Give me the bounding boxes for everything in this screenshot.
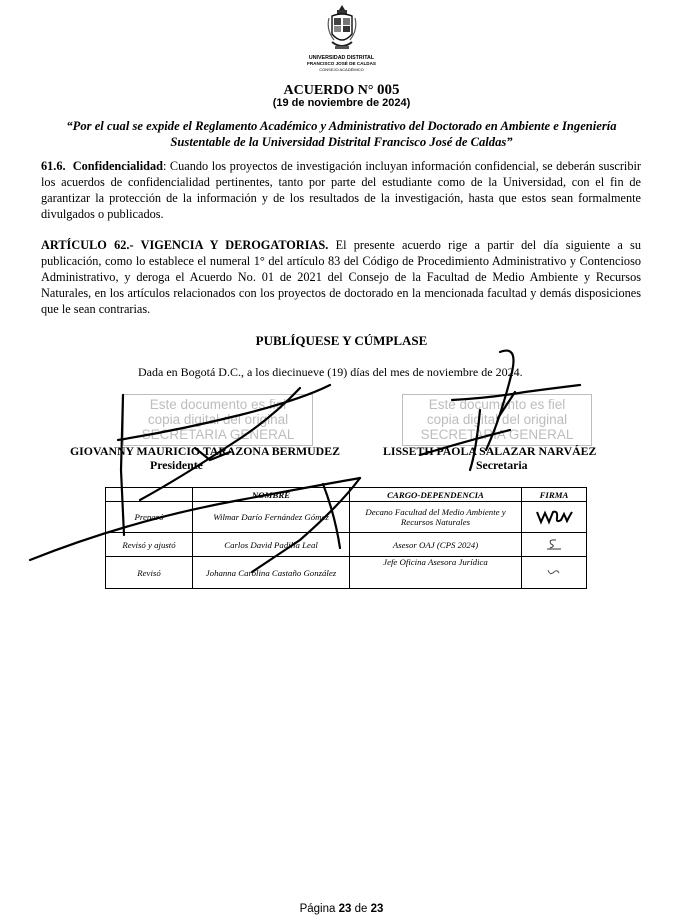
stamp-line: copia digital del original xyxy=(147,412,289,427)
copy-stamp-right xyxy=(402,394,592,446)
signature-mark-icon xyxy=(542,537,566,551)
institution-subname: FRANCISCO JOSÉ DE CALDAS xyxy=(307,61,376,66)
paragraph-articulo-62 xyxy=(41,237,641,317)
acuerdo-subject: “Por el cual se expide el Reglamento Académico y Administrativo del Doctorado en Ambiente e Ingeniería Sustentable de la Universidad Distrital Francisco José de Caldas” xyxy=(66,119,617,149)
university-crest-icon xyxy=(326,4,358,54)
table-cell-nombre: Johanna Carolina Castaño González xyxy=(193,557,350,589)
table-cell-accion: Revisó y ajustó xyxy=(106,533,193,557)
table-cell-accion: Revisó xyxy=(106,557,193,589)
art62-heading: ARTÍCULO 62.- VIGENCIA Y DEROGATORIAS. xyxy=(41,238,329,252)
copy-stamp-left xyxy=(123,394,313,446)
table-cell-cargo: Decano Facultad del Medio Ambiente y Recursos Naturales xyxy=(350,502,522,533)
table-cell-firma xyxy=(522,557,587,589)
acuerdo-label: ACUERDO N° xyxy=(283,83,374,98)
table-row xyxy=(106,502,587,533)
stamp-line: copia digital del original xyxy=(426,412,568,427)
footer-page: 23 xyxy=(338,903,352,915)
table-header xyxy=(106,488,193,502)
acuerdo-date: (19 de noviembre de 2024) xyxy=(272,97,411,109)
acuerdo-number: 005 xyxy=(377,82,400,98)
table-header: NOMBRE xyxy=(193,488,350,502)
table-cell-cargo: Asesor OAJ (CPS 2024) xyxy=(350,533,522,557)
art62-text: El presente acuerdo rige a partir del día siguiente a su publicación, como lo establece el numeral 1° del artículo 83 del Código de Procedimiento Administrativo y Contencioso Administrativo, y deroga el Acuerdo No. 01 de 2021 del Consejo de la Facultad de Medio Ambiente y Recursos Naturales, en los artículos relacionados con los proyectos de doctorado en la mencionada facultad y demás disposiciones que le sean contrarias. xyxy=(41,238,641,316)
conf-text: : Cuando los proyectos de investigación incluyan información confidencial, se deberán suscribir los acuerdos de confidencialidad pertinentes, tanto por parte del estudiante como de la Universidad, con el fin de garantizar la protección de la información y de los resultados de la investigación, hasta que estos sean formalmente divulgados o publicados. xyxy=(41,159,641,221)
table-cell-cargo: Jefe Oficina Asesora Jurídica xyxy=(350,557,522,589)
institution-name: UNIVERSIDAD DISTRITAL xyxy=(308,55,375,61)
stamp-line: SECRETARIA GENERAL xyxy=(141,427,295,442)
table-cell-firma xyxy=(522,533,587,557)
table-cell-accion: Preparó xyxy=(106,502,193,533)
signer-role-right: Secretaria xyxy=(476,458,528,472)
page-footer xyxy=(0,903,683,915)
table-cell-firma xyxy=(522,502,587,533)
table-row xyxy=(106,557,587,589)
table-cell-nombre: Carlos David Padilla Leal xyxy=(193,533,350,557)
signer-name-left: GIOVANNY MAURICIO TARAZONA BERMUDEZ xyxy=(70,444,340,458)
stamp-line: SECRETARIA GENERAL xyxy=(420,427,574,442)
table-row xyxy=(106,533,587,557)
footer-total: 23 xyxy=(370,903,384,915)
signer-name-right: LISSETH PAOLA SALAZAR NARVÁEZ xyxy=(383,444,597,458)
stamp-line: Este documento es fiel xyxy=(149,397,287,412)
institution-council: CONSEJO ACADÉMICO xyxy=(319,67,364,72)
dada-line: Dada en Bogotá D.C., a los diecinueve (19) días del mes de noviembre de 2024. xyxy=(138,365,523,379)
conf-heading: Confidencialidad xyxy=(72,159,163,173)
publiquese-heading: PUBLÍQUESE Y CÚMPLASE xyxy=(255,333,428,348)
table-header: FIRMA xyxy=(522,488,587,502)
signature-mark-icon xyxy=(544,566,564,578)
stamp-line: Este documento es fiel xyxy=(428,397,566,412)
review-table xyxy=(105,487,587,589)
footer-sep: de xyxy=(354,903,368,915)
paragraph-confidencialidad xyxy=(41,158,641,222)
table-header: CARGO-DEPENDENCIA xyxy=(350,488,522,502)
signer-role-left: Presidente xyxy=(150,458,203,472)
conf-number: 61.6. xyxy=(41,159,66,173)
table-header-row xyxy=(106,488,587,502)
table-cell-nombre: Wilmar Darío Fernández Gómez xyxy=(193,502,350,533)
footer-prefix: Página xyxy=(299,903,336,915)
signature-mark-icon xyxy=(534,506,574,526)
